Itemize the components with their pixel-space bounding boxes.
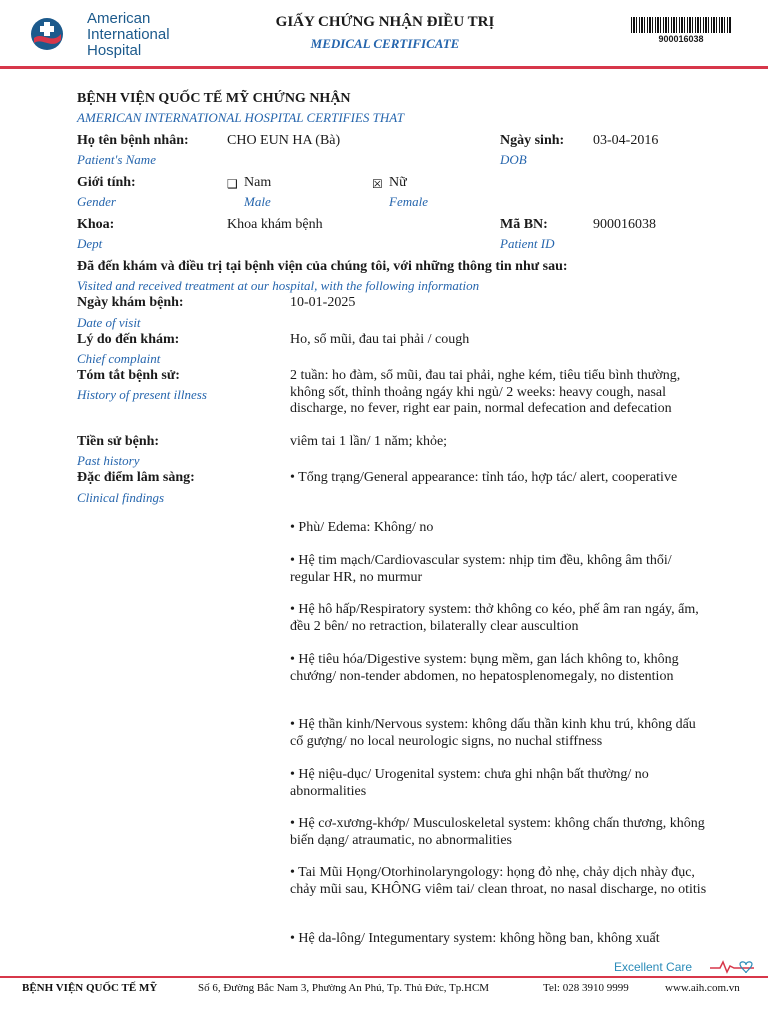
hpi-label-en: History of present illness bbox=[77, 387, 207, 402]
patient-id-label-en: Patient ID bbox=[500, 236, 555, 251]
footer-slogan bbox=[614, 960, 764, 976]
finding-cardiovascular: • Hệ tim mạch/Cardiovascular system: nhịp tim đều, không âm thổi/ regular HR, no murmur bbox=[290, 553, 672, 585]
patient-id-label: Mã BN: bbox=[500, 217, 548, 232]
slogan-text: Excellent Care bbox=[614, 960, 693, 974]
footer-website[interactable]: www.aih.com.vn bbox=[665, 982, 740, 994]
dept-label-en: Dept bbox=[77, 236, 103, 251]
header-divider bbox=[0, 66, 768, 69]
finding-nervous: • Hệ thần kinh/Nervous system: không dấu thần kinh khu trú, không dấu cổ gượng/ no local neurologic signs, no nuchal stiffness bbox=[290, 717, 696, 749]
female-option-en: Female bbox=[389, 194, 428, 209]
visit-date-value: 10-01-2025 bbox=[290, 295, 356, 310]
patient-name-label: Họ tên bệnh nhân: bbox=[77, 133, 189, 148]
barcode bbox=[631, 17, 731, 33]
clinical-findings-label-en: Clinical findings bbox=[77, 490, 165, 505]
gender-label: Giới tính: bbox=[77, 175, 136, 190]
footer-address: Số 6, Đường Bắc Nam 3, Phường An Phú, Tp. Thủ Đức, Tp.HCM bbox=[198, 982, 490, 994]
past-history-label: Tiền sử bệnh: bbox=[77, 434, 160, 449]
past-history-value: viêm tai 1 lần/ 1 năm; khỏe; bbox=[290, 434, 448, 449]
clinical-findings-label: Đặc điểm lâm sàng: bbox=[77, 470, 195, 485]
hospital-logo-icon bbox=[30, 17, 64, 51]
certify-vi: BỆNH VIỆN QUỐC TẾ MỸ CHỨNG NHẬN bbox=[77, 91, 351, 106]
footer-phone: Tel: 028 3910 9999 bbox=[543, 982, 629, 994]
dob-label: Ngày sinh: bbox=[500, 133, 565, 148]
female-option: Nữ bbox=[389, 175, 407, 190]
visit-date-label-en: Date of visit bbox=[77, 315, 141, 330]
footer-divider bbox=[0, 976, 768, 978]
dept-value: Khoa khám bệnh bbox=[227, 217, 323, 232]
logo-line-2: International bbox=[87, 26, 170, 43]
finding-integumentary: • Hệ da-lông/ Integumentary system: không hồng ban, không xuất bbox=[290, 931, 660, 946]
chief-complaint-value: Ho, sổ mũi, đau tai phải / cough bbox=[290, 332, 470, 347]
finding-musculoskeletal: • Hệ cơ-xương-khớp/ Musculoskeletal system: không chấn thương, không biến dạng/ atraumatic, no abnormalities bbox=[290, 816, 705, 848]
dept-label: Khoa: bbox=[77, 217, 115, 232]
finding-respiratory: • Hệ hô hấp/Respiratory system: thở không co kéo, phế âm ran ngáy, ẩm, đều 2 bên/ no retraction, bilaterally clear auscultion bbox=[290, 602, 699, 634]
document-title bbox=[230, 13, 540, 53]
patient-id-value: 900016038 bbox=[593, 217, 656, 232]
logo-line-1: American bbox=[87, 10, 151, 27]
finding-urogenital: • Hệ niệu-dục/ Urogenital system: chưa ghi nhận bất thường/ no abnormalities bbox=[290, 767, 649, 799]
finding-ent: • Tai Mũi Họng/Otorhinolaryngology: họng đỏ nhẹ, chảy dịch nhày đục, chảy mũi sau, KHÔNG viêm tai/ clean throat, no nasal discharge, no otitis bbox=[290, 865, 707, 897]
finding-edema: • Phù/ Edema: Không/ no bbox=[290, 520, 434, 535]
heartbeat-icon bbox=[710, 959, 754, 975]
visit-date-label: Ngày khám bệnh: bbox=[77, 295, 184, 310]
title-en: MEDICAL CERTIFICATE bbox=[310, 36, 460, 51]
chief-complaint-label: Lý do đến khám: bbox=[77, 332, 180, 347]
male-checkbox: ❑ bbox=[227, 177, 238, 191]
patient-name: CHO EUN HA (Bà) bbox=[227, 133, 341, 148]
dob-label-en: DOB bbox=[500, 152, 527, 167]
past-history-label-en: Past history bbox=[77, 453, 140, 468]
male-option-en: Male bbox=[244, 194, 271, 209]
hospital-logo bbox=[30, 11, 190, 59]
male-option: Nam bbox=[244, 175, 272, 190]
hpi-value: 2 tuần: ho đàm, sổ mũi, đau tai phải, nghe kém, tiêu tiểu bình thường, không sốt, thỉnh thoảng ngáy khi ngủ/ 2 weeks: heavy cough, nasal discharge, no fever, right ear pain, normal defecation and defecation bbox=[290, 368, 681, 416]
visit-intro-en: Visited and received treatment at our hospital, with the following information bbox=[77, 278, 480, 293]
visit-intro-vi: Đã đến khám và điều trị tại bệnh viện của chúng tôi, với những thông tin như sau: bbox=[77, 259, 568, 274]
patient-name-label-en: Patient's Name bbox=[77, 152, 156, 167]
gender-label-en: Gender bbox=[77, 194, 116, 209]
dob-value: 03-04-2016 bbox=[593, 133, 659, 148]
finding-digestive: • Hệ tiêu hóa/Digestive system: bụng mềm, gan lách không to, không chướng/ non-tender abdomen, no hepatosplenomegaly, no distention bbox=[290, 652, 679, 684]
female-checkbox: ☒ bbox=[372, 177, 383, 191]
footer-hospital: BỆNH VIỆN QUỐC TẾ MỸ bbox=[22, 982, 158, 994]
barcode-number: 900016038 bbox=[658, 34, 704, 44]
title-vi: GIẤY CHỨNG NHẬN ĐIỀU TRỊ bbox=[275, 14, 495, 30]
certify-en: AMERICAN INTERNATIONAL HOSPITAL CERTIFIES THAT bbox=[77, 110, 404, 125]
logo-line-3: Hospital bbox=[87, 42, 142, 59]
chief-complaint-label-en: Chief complaint bbox=[77, 351, 161, 366]
hpi-label: Tóm tắt bệnh sử: bbox=[77, 368, 180, 383]
finding-general: • Tổng trạng/General appearance: tỉnh táo, hợp tác/ alert, cooperative bbox=[290, 470, 678, 485]
